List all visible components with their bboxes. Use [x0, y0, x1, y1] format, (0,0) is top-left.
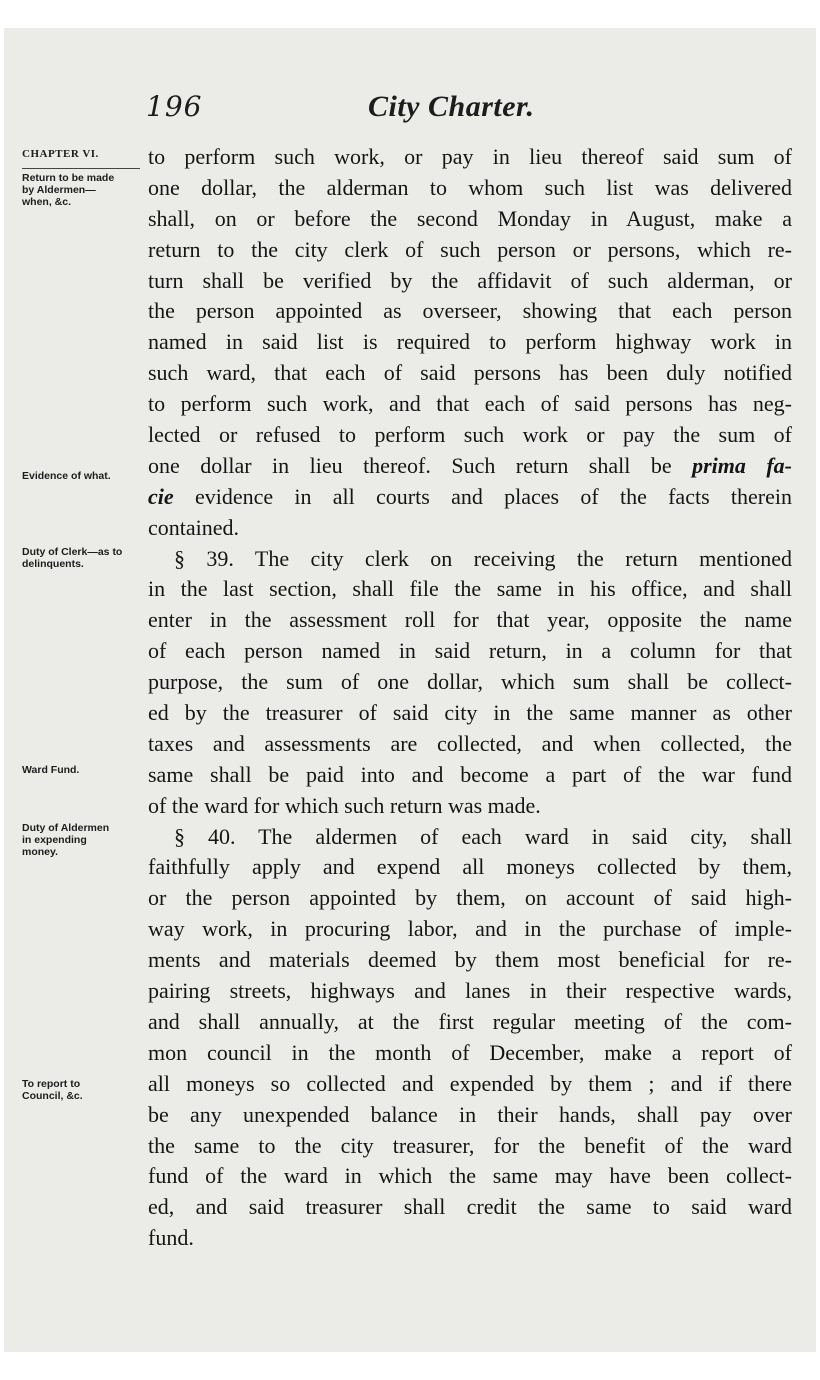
text-line: fund of the ward in which the same may have been collect-	[148, 1163, 792, 1189]
body-text	[148, 142, 792, 1254]
text-line: in the last section, shall file the same in his office, and shall	[148, 576, 792, 602]
section-40-start: § 40. The aldermen of each ward in said city, shall	[174, 823, 792, 849]
text-line: ed, and said treasurer shall credit the same to said ward	[148, 1194, 792, 1220]
text-line: or the person appointed by them, on account of said high-	[148, 885, 792, 911]
margin-note-duty-aldermen: Duty of Aldermen in expending money.	[22, 822, 110, 858]
margin-note-evidence: Evidence of what.	[22, 470, 111, 482]
margin-note-return: Return to be made by Aldermen—when, &c.	[22, 172, 115, 208]
text-line: pairing streets, highways and lanes in their respective wards,	[148, 978, 792, 1004]
section-39-start: § 39. The city clerk on receiving the return mentioned	[174, 545, 792, 571]
text-line: such ward, that each of said persons has been duly notified	[148, 360, 792, 386]
running-title: City Charter.	[368, 90, 535, 123]
text-line: ed by the treasurer of said city in the same manner as other	[148, 700, 792, 726]
text-line: lected or refused to perform such work or pay the sum of	[148, 422, 792, 448]
chapter-rule	[22, 168, 140, 169]
text-line: return to the city clerk of such person or persons, which re-	[148, 236, 792, 262]
text-line: same shall be paid into and become a part of the war fund	[148, 761, 792, 787]
text-line: taxes and assessments are collected, and when collected, the	[148, 730, 792, 756]
text-line: contained.	[148, 514, 240, 540]
text-line: the person appointed as overseer, showing that each person	[148, 298, 792, 324]
text-line: enter in the assessment roll for that year, opposite the name	[148, 607, 792, 633]
chapter-label: CHAPTER VI.	[22, 148, 99, 160]
text-line: be any unexpended balance in their hands, shall pay over	[148, 1101, 792, 1127]
text-line: one dollar, the alderman to whom such list was delivered	[148, 174, 792, 200]
margin-note-report: To report to Council, &c.	[22, 1078, 83, 1102]
text-line: faithfully apply and expend all moneys collected by them,	[148, 854, 792, 880]
italic-phrase: cie	[148, 483, 174, 509]
text-line: mon council in the month of December, make a report of	[148, 1039, 792, 1065]
text-line: named in said list is required to perform highway work in	[148, 329, 792, 355]
text-line-with-italic	[148, 451, 792, 482]
text-line: fund.	[148, 1225, 194, 1251]
page-number: 196	[146, 90, 203, 123]
margin-note-ward-fund: Ward Fund.	[22, 764, 80, 776]
text-line: to perform such work, and that each of said persons has neg-	[148, 391, 792, 417]
text-line: purpose, the sum of one dollar, which sum shall be collect-	[148, 669, 792, 695]
text-line: and shall annually, at the first regular meeting of the com-	[148, 1008, 792, 1034]
text-line: of each person named in said return, in a column for that	[148, 638, 792, 664]
text-line: all moneys so collected and expended by them ; and if there	[148, 1070, 792, 1096]
text-line: shall, on or before the second Monday in August, make a	[148, 205, 792, 231]
line-text: evidence in all courts and places of the facts therein	[194, 483, 792, 509]
text-line: way work, in procuring labor, and in the purchase of imple-	[148, 916, 792, 942]
text-line: ments and materials deemed by them most beneficial for re-	[148, 947, 792, 973]
text-line: to perform such work, or pay in lieu thereof said sum of	[148, 144, 792, 169]
line-text: one dollar in lieu thereof. Such return shall be	[148, 452, 672, 478]
text-line: the same to the city treasurer, for the benefit of the ward	[148, 1132, 792, 1158]
text-line: turn shall be verified by the affidavit of such alderman, or	[148, 267, 792, 293]
margin-note-duty-clerk: Duty of Clerk—as to delinquents.	[22, 546, 123, 570]
italic-phrase: prima fa-	[692, 452, 792, 478]
text-line: of the ward for which such return was made.	[148, 792, 541, 818]
text-line-with-italic	[148, 482, 792, 513]
